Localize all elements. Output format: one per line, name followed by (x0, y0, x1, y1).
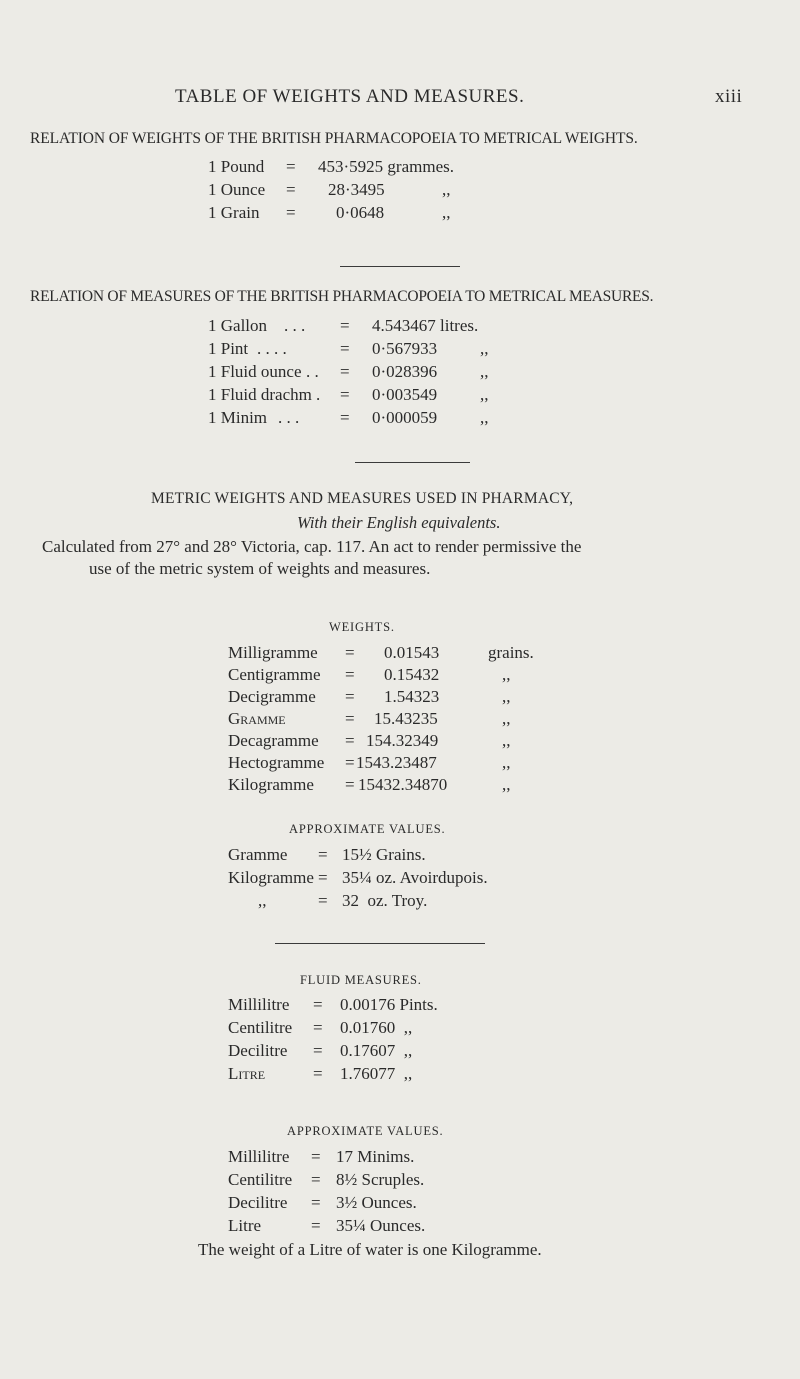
table-row-name: Litre (228, 1216, 262, 1235)
table-row-value: 1543.23487 (356, 753, 437, 772)
equals-sign: = (313, 1041, 323, 1060)
table-row-name: Centigramme (228, 665, 321, 684)
table-row-value: 28·3495 (328, 180, 385, 199)
table-row-value: 35¼ oz. Avoirdupois. (342, 868, 488, 887)
leader-dots: . . (306, 362, 319, 381)
table-row-name: Centilitre (228, 1170, 293, 1189)
equals-sign: = (286, 203, 296, 222)
table-row-name: Gramme (228, 709, 286, 728)
table-row-value: 0.17607 ,, (340, 1041, 413, 1060)
equals-sign: = (286, 157, 296, 176)
table-row-name: Milligramme (228, 643, 318, 662)
leader-dots: . . . (278, 408, 300, 427)
table-row-value: 15432.34870 (358, 775, 448, 794)
equals-sign: = (345, 753, 355, 772)
table-row-value: 0.00176 Pints. (340, 995, 438, 1014)
table-row-name: Hectogramme (228, 753, 325, 772)
equals-sign: = (345, 775, 355, 794)
equals-sign: = (286, 180, 296, 199)
ditto-mark: ,, (502, 731, 511, 750)
equals-sign: = (340, 408, 350, 427)
approx-values-heading: APPROXIMATE VALUES. (287, 1124, 444, 1138)
leader-dots: . . . . (257, 339, 287, 358)
ditto-mark: ,, (480, 408, 489, 427)
table-row-name: Millilitre (228, 995, 290, 1014)
equals-sign: = (345, 709, 355, 728)
table-row-value: 1.54323 (384, 687, 440, 706)
table-row-name: 1 Fluid drachm (208, 385, 312, 404)
table-row-name: 1 Gallon (208, 316, 268, 335)
table-row-value: 0·003549 (372, 385, 438, 404)
table-row-name: Kilogramme (228, 775, 314, 794)
footer-note: The weight of a Litre of water is one Kilogramme. (198, 1240, 542, 1259)
section-title-measures-relation: RELATION OF MEASURES OF THE BRITISH PHARMACOPOEIA TO METRICAL MEASURES. (30, 288, 654, 305)
table-row-value: 32 oz. Troy. (342, 891, 428, 910)
section-title-weights-relation: RELATION OF WEIGHTS OF THE BRITISH PHARMACOPOEIA TO METRICAL WEIGHTS. (30, 130, 638, 147)
equals-sign: = (318, 868, 328, 887)
table-row-value: 0.15432 (384, 665, 440, 684)
ditto-mark: ,, (502, 709, 511, 728)
leader-dots: . . . (284, 316, 306, 335)
divider-rule (355, 462, 470, 463)
ditto-mark: ,, (502, 753, 511, 772)
table-row-name: Centilitre (228, 1018, 293, 1037)
table-row-name: Decilitre (228, 1193, 288, 1212)
table-row-name: Millilitre (228, 1147, 290, 1166)
equals-sign: = (313, 1064, 323, 1083)
equals-sign: = (313, 995, 323, 1014)
ditto-mark: ,, (480, 339, 489, 358)
section-subtitle: With their English equivalents. (297, 513, 501, 532)
unit-label: grains. (488, 643, 534, 662)
divider-rule (275, 943, 485, 944)
table-row-name: 1 Fluid ounce (208, 362, 302, 381)
table-row-name: Kilogramme (228, 868, 314, 887)
table-row-name: Litre (228, 1064, 266, 1083)
equals-sign: = (311, 1216, 321, 1235)
table-row-name: 1 Grain (208, 203, 260, 222)
table-row-value: 3½ Ounces. (336, 1193, 417, 1212)
table-row-value: 154.32349 (366, 731, 439, 750)
table-row-value: 0·0648 (336, 203, 385, 222)
table-row-name: Gramme (228, 845, 288, 864)
running-header-title: TABLE OF WEIGHTS AND MEASURES. (175, 86, 525, 107)
ditto-mark: ,, (480, 385, 489, 404)
table-row-name: 1 Minim (208, 408, 268, 427)
leader-dots: . (316, 385, 321, 404)
divider-rule (340, 266, 460, 267)
table-row-name: Decilitre (228, 1041, 288, 1060)
equals-sign: = (318, 891, 328, 910)
equals-sign: = (345, 643, 355, 662)
approx-values-heading: APPROXIMATE VALUES. (289, 822, 446, 836)
table-row-value: 4.543467 litres. (372, 316, 479, 335)
page-number: xiii (715, 86, 743, 107)
table-row-name: 1 Pound (208, 157, 265, 176)
equals-sign: = (318, 845, 328, 864)
table-row-value: 0·000059 (372, 408, 438, 427)
fluid-measures-heading: FLUID MEASURES. (300, 973, 422, 987)
equals-sign: = (311, 1147, 321, 1166)
intro-line: use of the metric system of weights and measures. (89, 559, 431, 578)
equals-sign: = (345, 687, 355, 706)
equals-sign: = (340, 362, 350, 381)
equals-sign: = (311, 1193, 321, 1212)
table-row-name: Decigramme (228, 687, 316, 706)
table-row-value: 0·028396 (372, 362, 438, 381)
weights-heading: WEIGHTS. (329, 620, 395, 634)
table-row-value: 8½ Scruples. (336, 1170, 425, 1189)
ditto-mark: ,, (502, 775, 511, 794)
equals-sign: = (345, 731, 355, 750)
table-row-value: 35¼ Ounces. (336, 1216, 426, 1235)
table-row-value: 15.43235 (374, 709, 438, 728)
table-row-value: 0.01543 (384, 643, 440, 662)
table-row-value: 453·5925 grammes. (318, 157, 454, 176)
table-row-value: 17 Minims. (336, 1147, 415, 1166)
ditto-mark: ,, (258, 891, 267, 910)
table-row-name: 1 Pint (208, 339, 249, 358)
ditto-mark: ,, (442, 203, 451, 222)
ditto-mark: ,, (442, 180, 451, 199)
table-row-value: 15½ Grains. (342, 845, 426, 864)
equals-sign: = (345, 665, 355, 684)
table-row-name: Decagramme (228, 731, 319, 750)
equals-sign: = (311, 1170, 321, 1189)
ditto-mark: ,, (502, 665, 511, 684)
equals-sign: = (313, 1018, 323, 1037)
equals-sign: = (340, 385, 350, 404)
ditto-mark: ,, (480, 362, 489, 381)
equals-sign: = (340, 339, 350, 358)
equals-sign: = (340, 316, 350, 335)
ditto-mark: ,, (502, 687, 511, 706)
table-row-name: 1 Ounce (208, 180, 266, 199)
table-row-value: 0.01760 ,, (340, 1018, 413, 1037)
section-title-metric-pharmacy: METRIC WEIGHTS AND MEASURES USED IN PHARMACY, (151, 490, 574, 507)
table-row-value: 1.76077 ,, (340, 1064, 413, 1083)
table-row-value: 0·567933 (372, 339, 438, 358)
intro-line: Calculated from 27° and 28° Victoria, cap. 117. An act to render permissive the (42, 537, 582, 556)
